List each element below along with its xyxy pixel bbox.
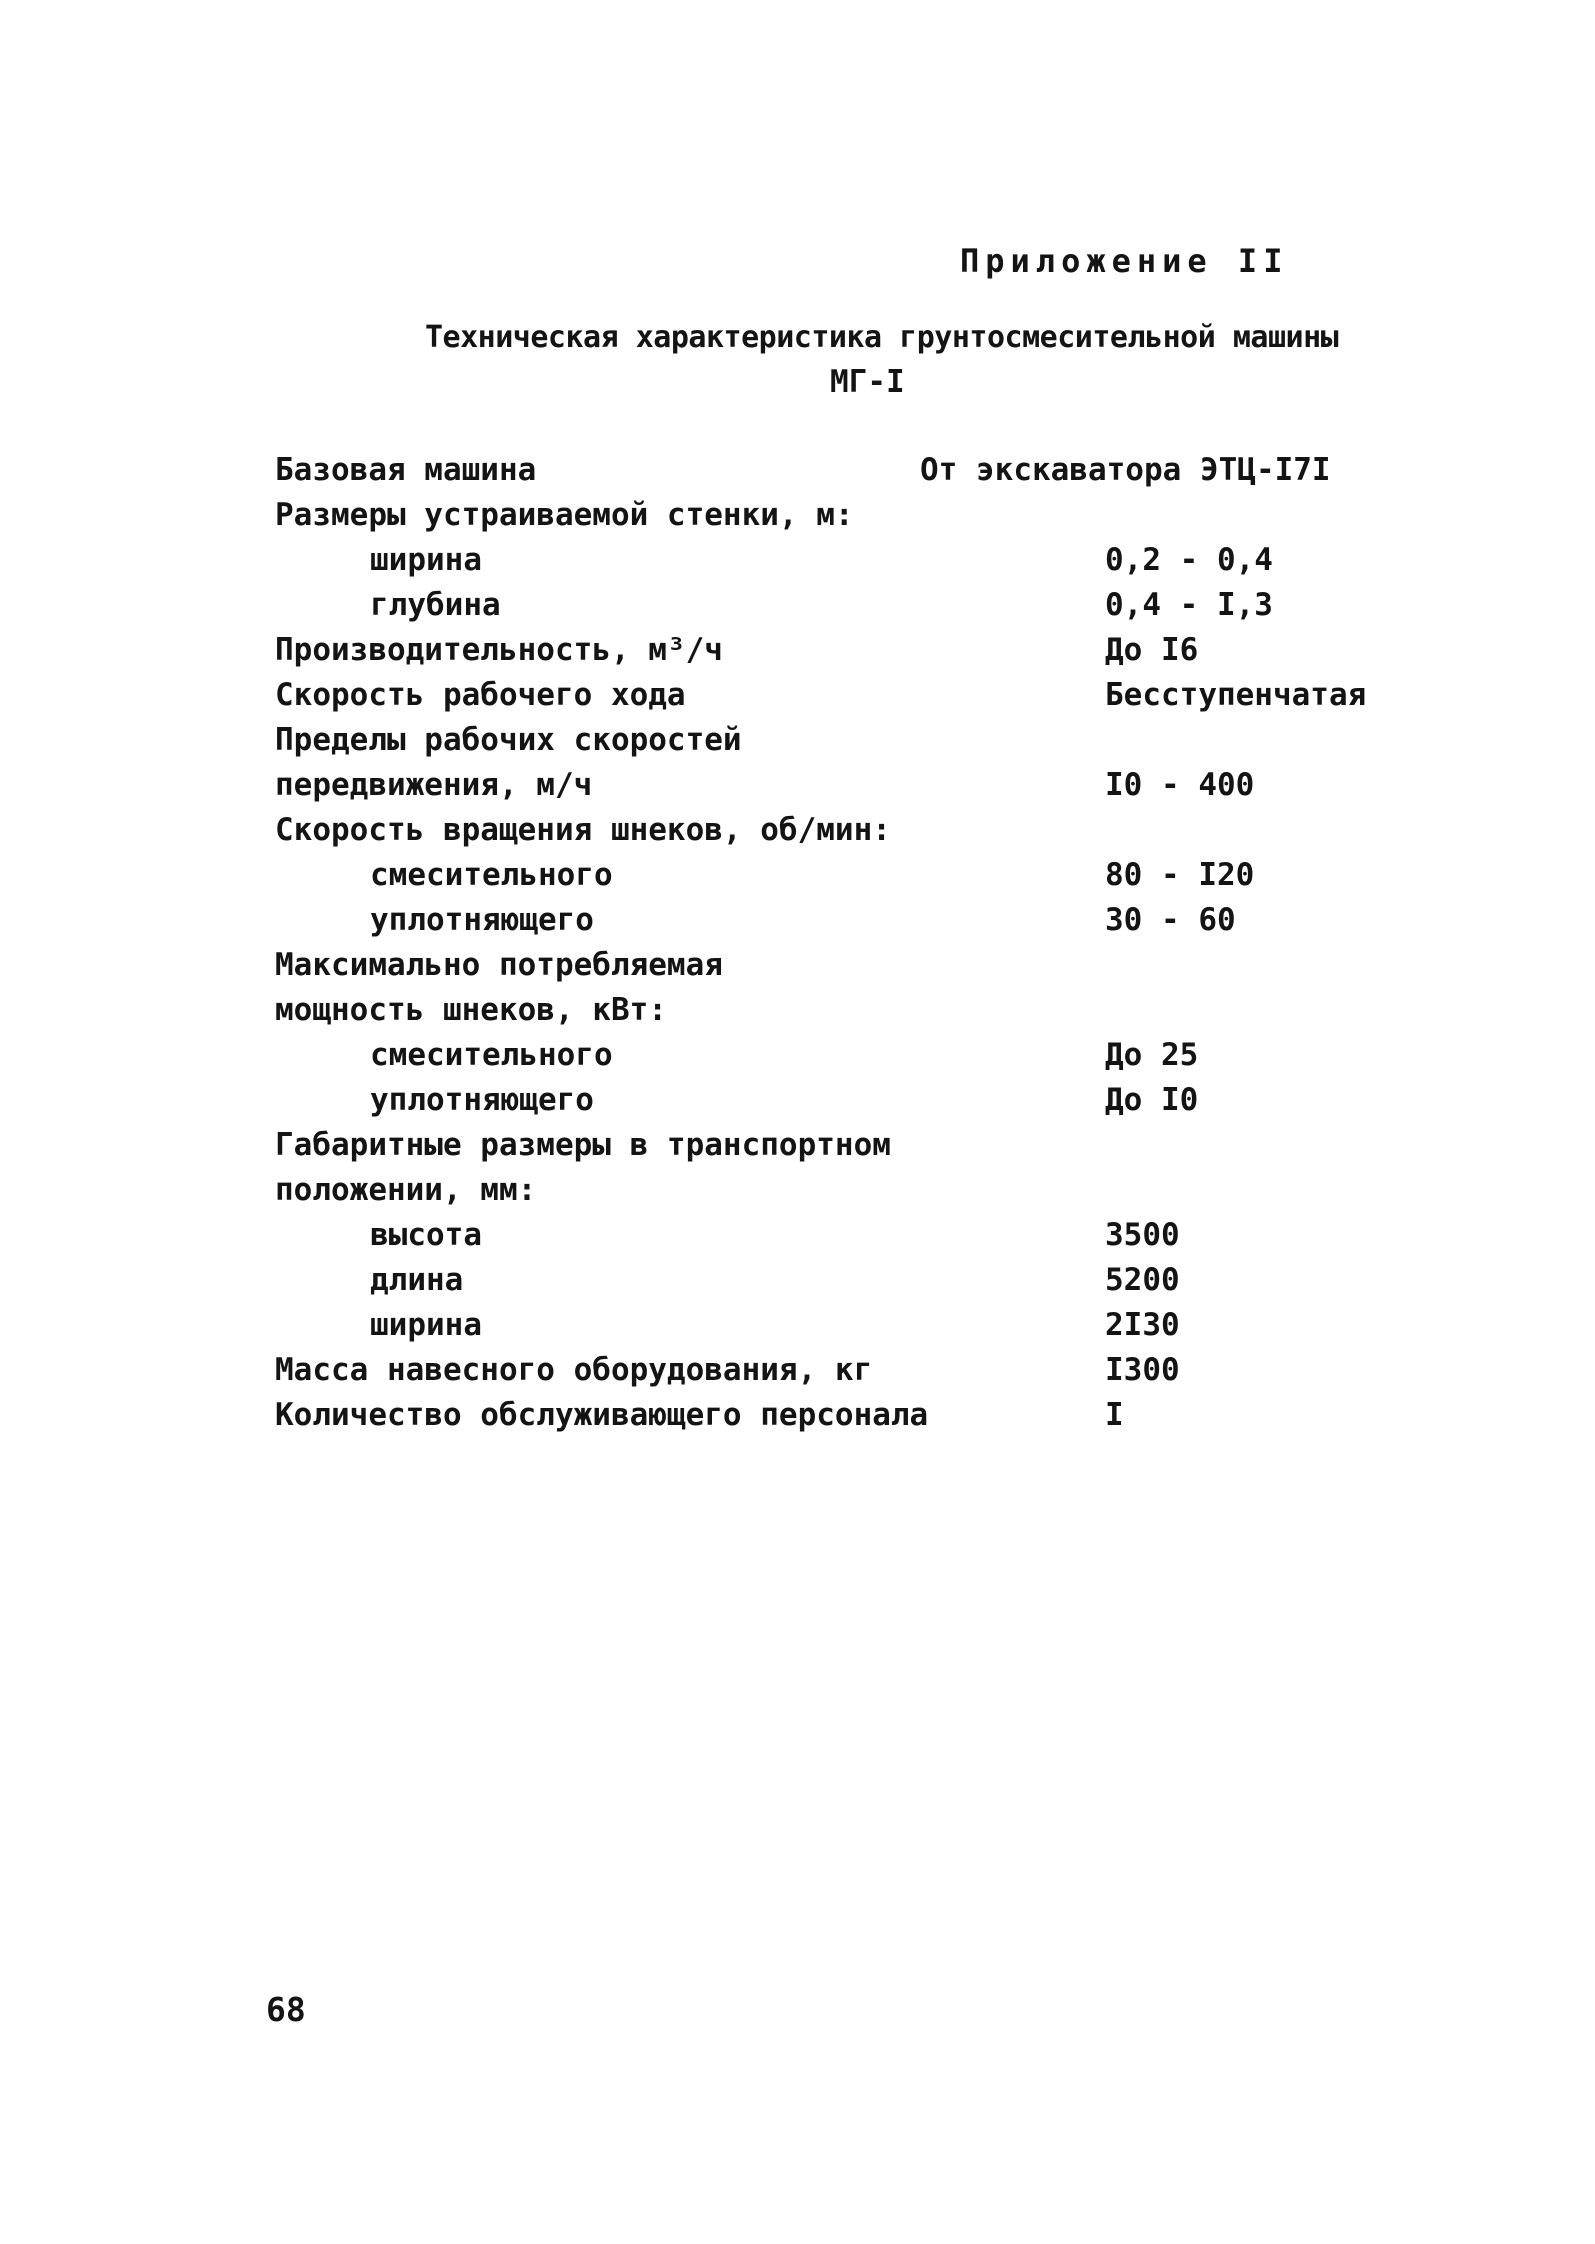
spec-value: 80 - I20: [1105, 857, 1255, 893]
spec-row: [275, 988, 1395, 1033]
spec-label: ширина: [370, 1307, 482, 1343]
spec-row: [275, 628, 1395, 673]
spec-row: [275, 898, 1395, 943]
spec-value: До I0: [1105, 1082, 1199, 1118]
spec-row: [275, 1123, 1395, 1168]
spec-row: [275, 1078, 1395, 1123]
spec-row: [275, 763, 1395, 808]
spec-row: [275, 538, 1395, 583]
spec-row: [275, 1303, 1395, 1348]
spec-row: [275, 808, 1395, 853]
spec-value: 5200: [1105, 1262, 1180, 1298]
spec-value: I300: [1105, 1352, 1180, 1388]
spec-value: 30 - 60: [1105, 902, 1236, 938]
spec-label: Габаритные размеры в транспортном: [275, 1127, 891, 1163]
spec-label: ширина: [370, 542, 482, 578]
spec-value: Бесступенчатая: [1105, 677, 1367, 713]
spec-label: Скорость рабочего хода: [275, 677, 686, 713]
spec-value: I0 - 400: [1105, 767, 1255, 803]
spec-label: Размеры устраиваемой стенки, м:: [275, 497, 854, 533]
spec-label: Масса навесного оборудования, кг: [275, 1352, 873, 1388]
appendix-heading: Приложение II: [960, 242, 1289, 280]
machine-model: МГ-I: [830, 364, 905, 400]
spec-label: Базовая машина: [275, 452, 537, 488]
spec-row: [275, 673, 1395, 718]
spec-row: [275, 493, 1395, 538]
spec-label: глубина: [370, 587, 501, 623]
spec-label: длина: [370, 1262, 464, 1298]
spec-row: [275, 718, 1395, 763]
spec-row: [275, 853, 1395, 898]
spec-value: 2I30: [1105, 1307, 1180, 1343]
spec-row: [275, 1168, 1395, 1213]
spec-value: 0,4 - I,3: [1105, 587, 1273, 623]
spec-value: До I6: [1105, 632, 1199, 668]
spec-row: [275, 1393, 1395, 1438]
spec-value: От экскаватора ЭТЦ-I7I: [920, 452, 1331, 488]
page-number: 68: [266, 1990, 306, 2029]
spec-row: [275, 1033, 1395, 1078]
spec-label: передвижения, м/ч: [275, 767, 593, 803]
spec-value: I: [1105, 1397, 1124, 1433]
spec-row: [275, 943, 1395, 988]
specifications-list: [275, 448, 1395, 1438]
spec-row: [275, 448, 1395, 493]
spec-label: Производительность, м³/ч: [275, 632, 723, 668]
spec-row: [275, 1213, 1395, 1258]
spec-row: [275, 583, 1395, 628]
spec-value: До 25: [1105, 1037, 1199, 1073]
spec-value: 3500: [1105, 1217, 1180, 1253]
spec-label: смесительного: [370, 857, 613, 893]
document-title: Техническая характеристика грунтосмесительной машины: [425, 320, 1339, 355]
spec-label: высота: [370, 1217, 482, 1253]
spec-label: положении, мм:: [275, 1172, 537, 1208]
spec-label: Скорость вращения шнеков, об/мин:: [275, 812, 891, 848]
spec-label: Пределы рабочих скоростей: [275, 722, 742, 758]
spec-value: 0,2 - 0,4: [1105, 542, 1273, 578]
spec-label: Максимально потребляемая: [275, 947, 723, 983]
spec-label: мощность шнеков, кВт:: [275, 992, 667, 1028]
spec-row: [275, 1258, 1395, 1303]
spec-label: уплотняющего: [370, 902, 594, 938]
spec-label: Количество обслуживающего персонала: [275, 1397, 929, 1433]
spec-label: смесительного: [370, 1037, 613, 1073]
spec-label: уплотняющего: [370, 1082, 594, 1118]
spec-row: [275, 1348, 1395, 1393]
